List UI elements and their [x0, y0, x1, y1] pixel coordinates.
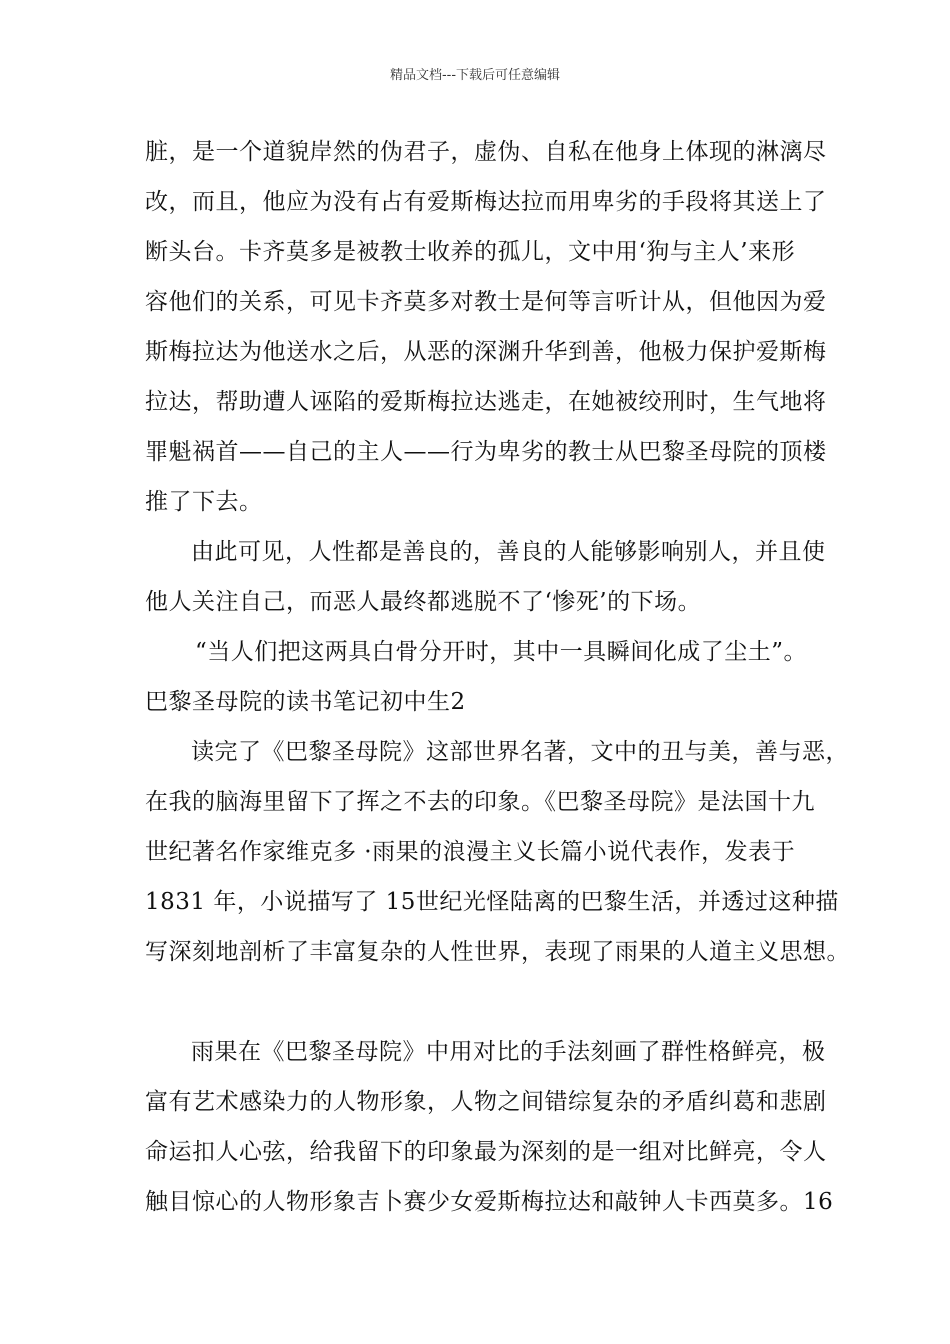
text-line: 拉达，帮助遭人诬陷的爱斯梅拉达逃走，在她被绞刑时，生气地将	[145, 389, 827, 415]
text-line: 罪魁祸首——自己的主人——行为卑劣的教士从巴黎圣母院的顶楼	[145, 439, 827, 465]
text-line: 改，而且，他应为没有占有爱斯梅达拉而用卑劣的手段将其送上了	[145, 189, 827, 215]
text-line: 容他们的关系，可见卡齐莫多对教士是何等言听计从，但他因为爱	[145, 289, 827, 315]
text-line: 斯梅拉达为他送水之后，从恶的深渊升华到善，他极力保护爱斯梅	[145, 339, 827, 365]
text-line: 写深刻地剖析了丰富复杂的人性世界，表现了雨果的人道主义思想。	[145, 939, 850, 965]
text-line: 富有艺术感染力的人物形象，人物之间错综复杂的矛盾纠葛和悲剧	[145, 1089, 827, 1115]
paragraph-start-line: 读完了《巴黎圣母院》这部世界名著，文中的丑与美，善与恶，	[191, 739, 849, 765]
section-heading: 巴黎圣母院的读书笔记初中生2	[145, 689, 466, 715]
text-line: 世纪著名作家维克多 ·雨果的浪漫主义长篇小说代表作，发表于	[145, 839, 796, 865]
page-header: 精品文档---下载后可任意编辑	[389, 68, 561, 83]
paragraph-start-line: 雨果在《巴黎圣母院》中用对比的手法刻画了群性格鲜亮，极	[191, 1039, 826, 1065]
text-line: 脏，是一个道貌岸然的伪君子，虚伪、自私在他身上体现的淋漓尽	[145, 139, 827, 165]
text-line: 触目惊心的人物形象吉卜赛少女爱斯梅拉达和敲钟人卡西莫多。16	[145, 1189, 834, 1215]
text-line: 推了下去。	[145, 489, 263, 515]
text-line: 断头台。卡齐莫多是被教士收养的孤儿，文中用‘狗与主人’来形	[145, 239, 796, 265]
document-body	[145, 134, 850, 1234]
text-line: 在我的脑海里留下了挥之不去的印象。《巴黎圣母院》是法国十九	[145, 789, 815, 815]
text-line: 命运扣人心弦，给我留下的印象最为深刻的是一组对比鲜亮，令人	[145, 1139, 827, 1165]
text-line: 他人关注自己，而恶人最终都逃脱不了‘惨死’的下场。	[145, 589, 702, 615]
paragraph-start-line: 由此可见，人性都是善良的，善良的人能够影响别人，并且使	[191, 539, 826, 565]
paragraph-gap	[145, 984, 835, 1034]
quote-line: “当人们把这两具白骨分开时，其中一具瞬间化成了尘土”。	[195, 639, 808, 665]
text-line: 1831 年，小说描写了 15世纪光怪陆离的巴黎生活，并透过这种描	[145, 889, 839, 915]
